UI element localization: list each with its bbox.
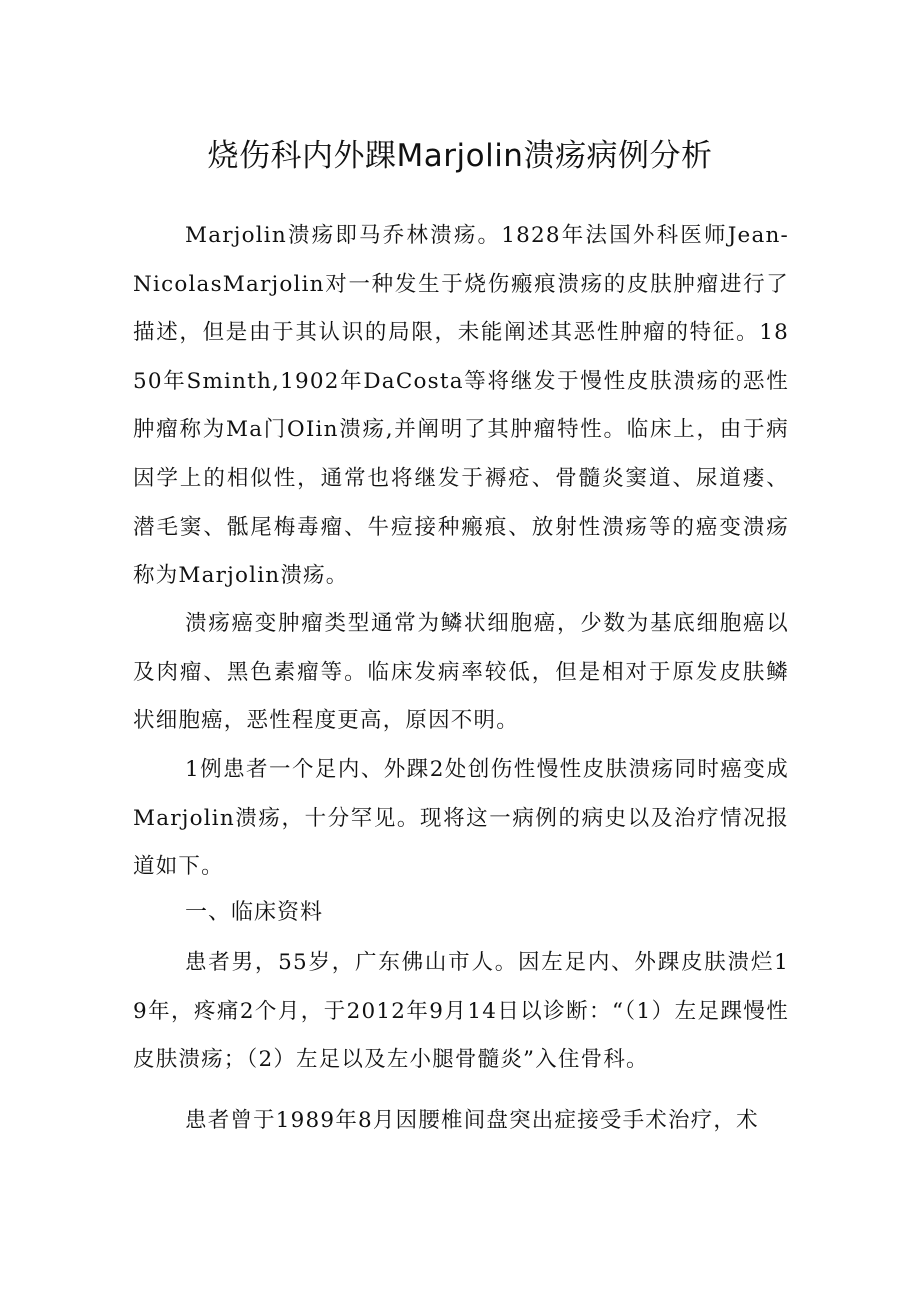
paragraph-case-summary: 1例患者一个足内、外踝2处创伤性慢性皮肤溃疡同时癌变成Marjolin溃疡，十分罕见。现将这一病例的病史以及治疗情况报道如下。 xyxy=(133,757,789,880)
document-title: 烧伤科内外踝Marjolin溃疡病例分析 xyxy=(207,138,713,174)
paragraph-intro: Marjolin溃疡即马乔林溃疡。1828年法国外科医师Jean-NicolasMarjolin对一种发生于烧伤瘢痕溃疡的皮肤肿瘤进行了描述，但是由于其认识的局限，未能阐述其恶性肿瘤的特征。1850年Sminth,1902年DaCosta等将继发于慢性皮肤溃疡的恶性肿瘤称为Ma门OIin溃疡,并阐明了其肿瘤特性。临床上，由于病因学上的相似性，通常也将继发于褥疮、骨髓炎窦道、尿道瘘、潜毛窦、骶尾梅毒瘤、牛痘接种瘢痕、放射性溃疡等的癌变溃疡称为Marjolin溃疡。 xyxy=(133,223,789,589)
paragraph-patient-info: 患者男，55岁，广东佛山市人。因左足内、外踝皮肤溃烂19年，疼痛2个月，于2012年9月14日以诊断：“（1）左足踝慢性皮肤溃疡；（2）左足以及左小腿骨髓炎”入住骨科。 xyxy=(133,950,789,1073)
section-heading-clinical-data: 一、临床资料 xyxy=(185,900,324,925)
paragraph-tumor-types: 溃疡癌变肿瘤类型通常为鳞状细胞癌，少数为基底细胞癌以及肉瘤、黑色素瘤等。临床发病率较低，但是相对于原发皮肤鳞状细胞癌，恶性程度更高，原因不明。 xyxy=(133,611,789,734)
paragraph-patient-history: 患者曾于1989年8月因腰椎间盘突出症接受手术治疗，术 xyxy=(185,1108,759,1133)
